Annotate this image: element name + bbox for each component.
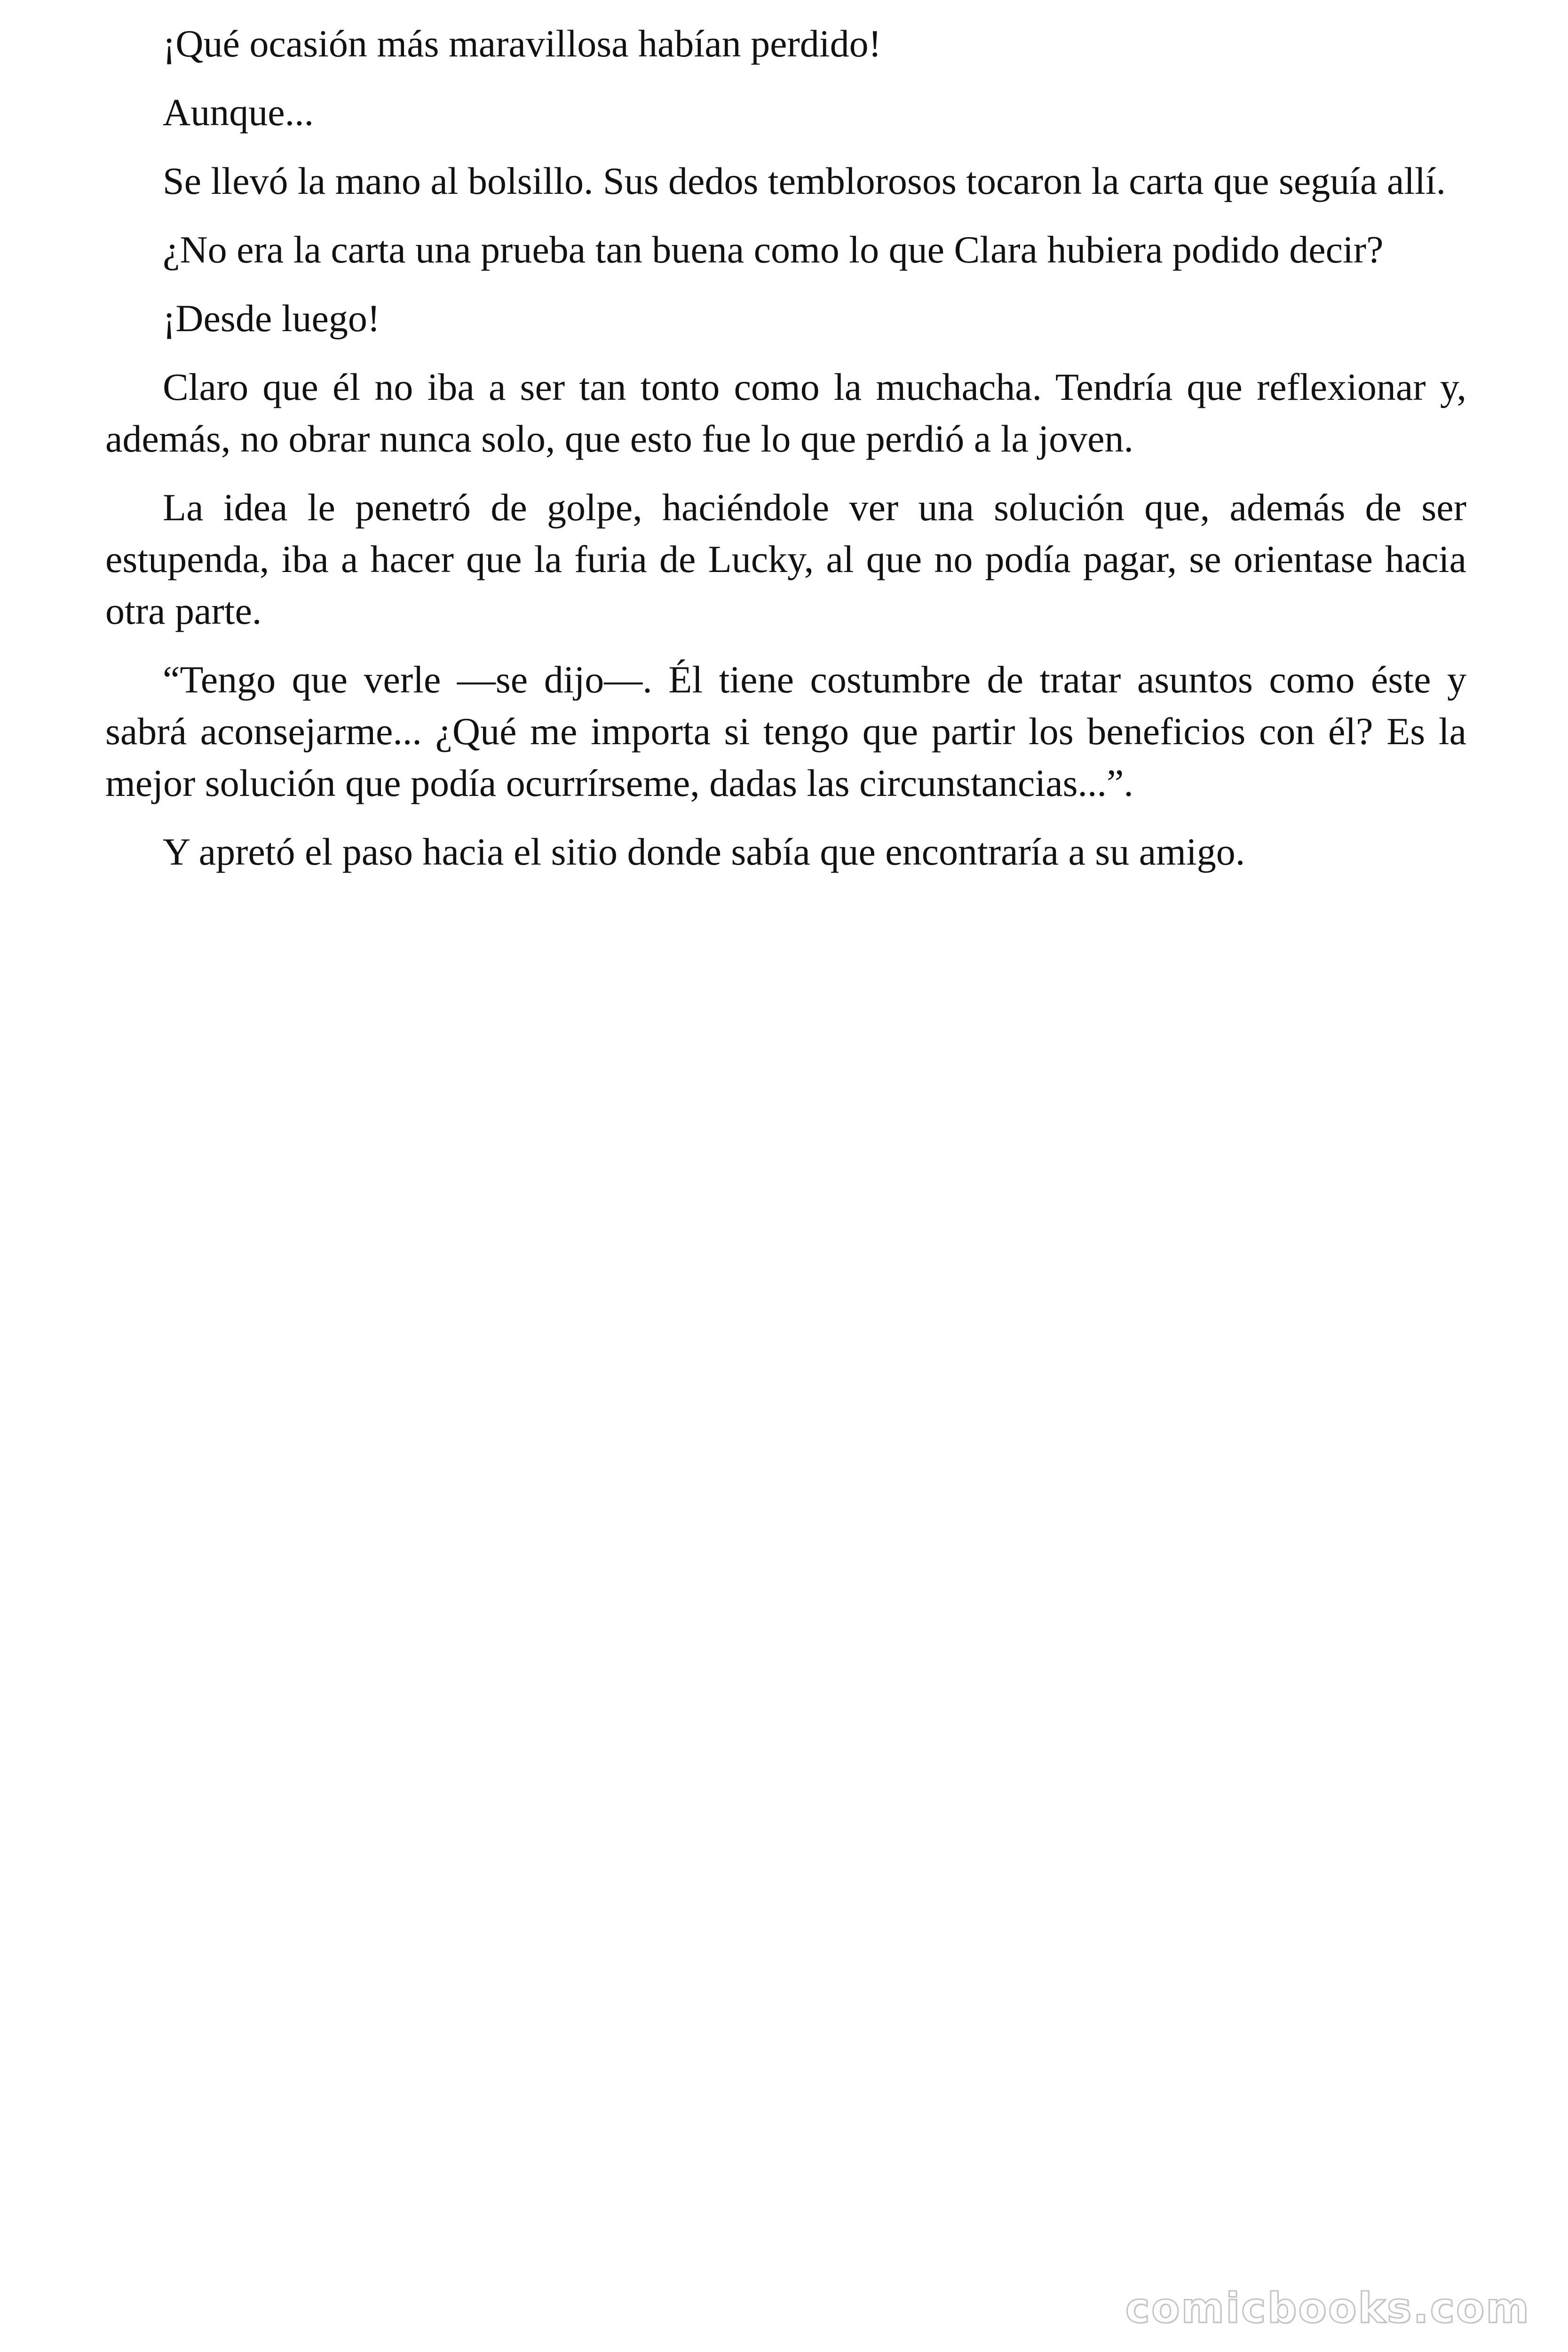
page-body (105, 18, 1466, 895)
watermark: comicbooks.com (1125, 2284, 1530, 2332)
paragraph: ¡Desde luego! (163, 297, 380, 340)
paragraph: Y apretó el paso hacia el sitio donde sabía que encontraría a su amigo. (163, 830, 1245, 873)
paragraph: “Tengo que verle —se dijo—. Él tiene costumbre de tratar asuntos como éste y sabrá aconsejarme... ¿Qué me importa si tengo que partir los beneficios con él? Es la mejor solución que podía ocurrírseme, dadas las circunstancias...”. (105, 658, 1466, 804)
paragraph: ¿No era la carta una prueba tan buena como lo que Clara hubiera podido decir? (163, 228, 1384, 271)
paragraph: La idea le penetró de golpe, haciéndole ver una solución que, además de ser estupenda, iba a hacer que la furia de Lucky, al que no podía pagar, se orientase hacia otra parte. (105, 486, 1466, 632)
paragraph: Aunque... (163, 91, 314, 134)
paragraph: Claro que él no iba a ser tan tonto como la muchacha. Tendría que reflexionar y, además, no obrar nunca solo, que esto fue lo que perdió a la joven. (105, 366, 1466, 460)
paragraph: Se llevó la mano al bolsillo. Sus dedos temblorosos tocaron la carta que seguía allí. (163, 159, 1446, 202)
paragraph: ¡Qué ocasión más maravillosa habían perdido! (163, 22, 881, 65)
